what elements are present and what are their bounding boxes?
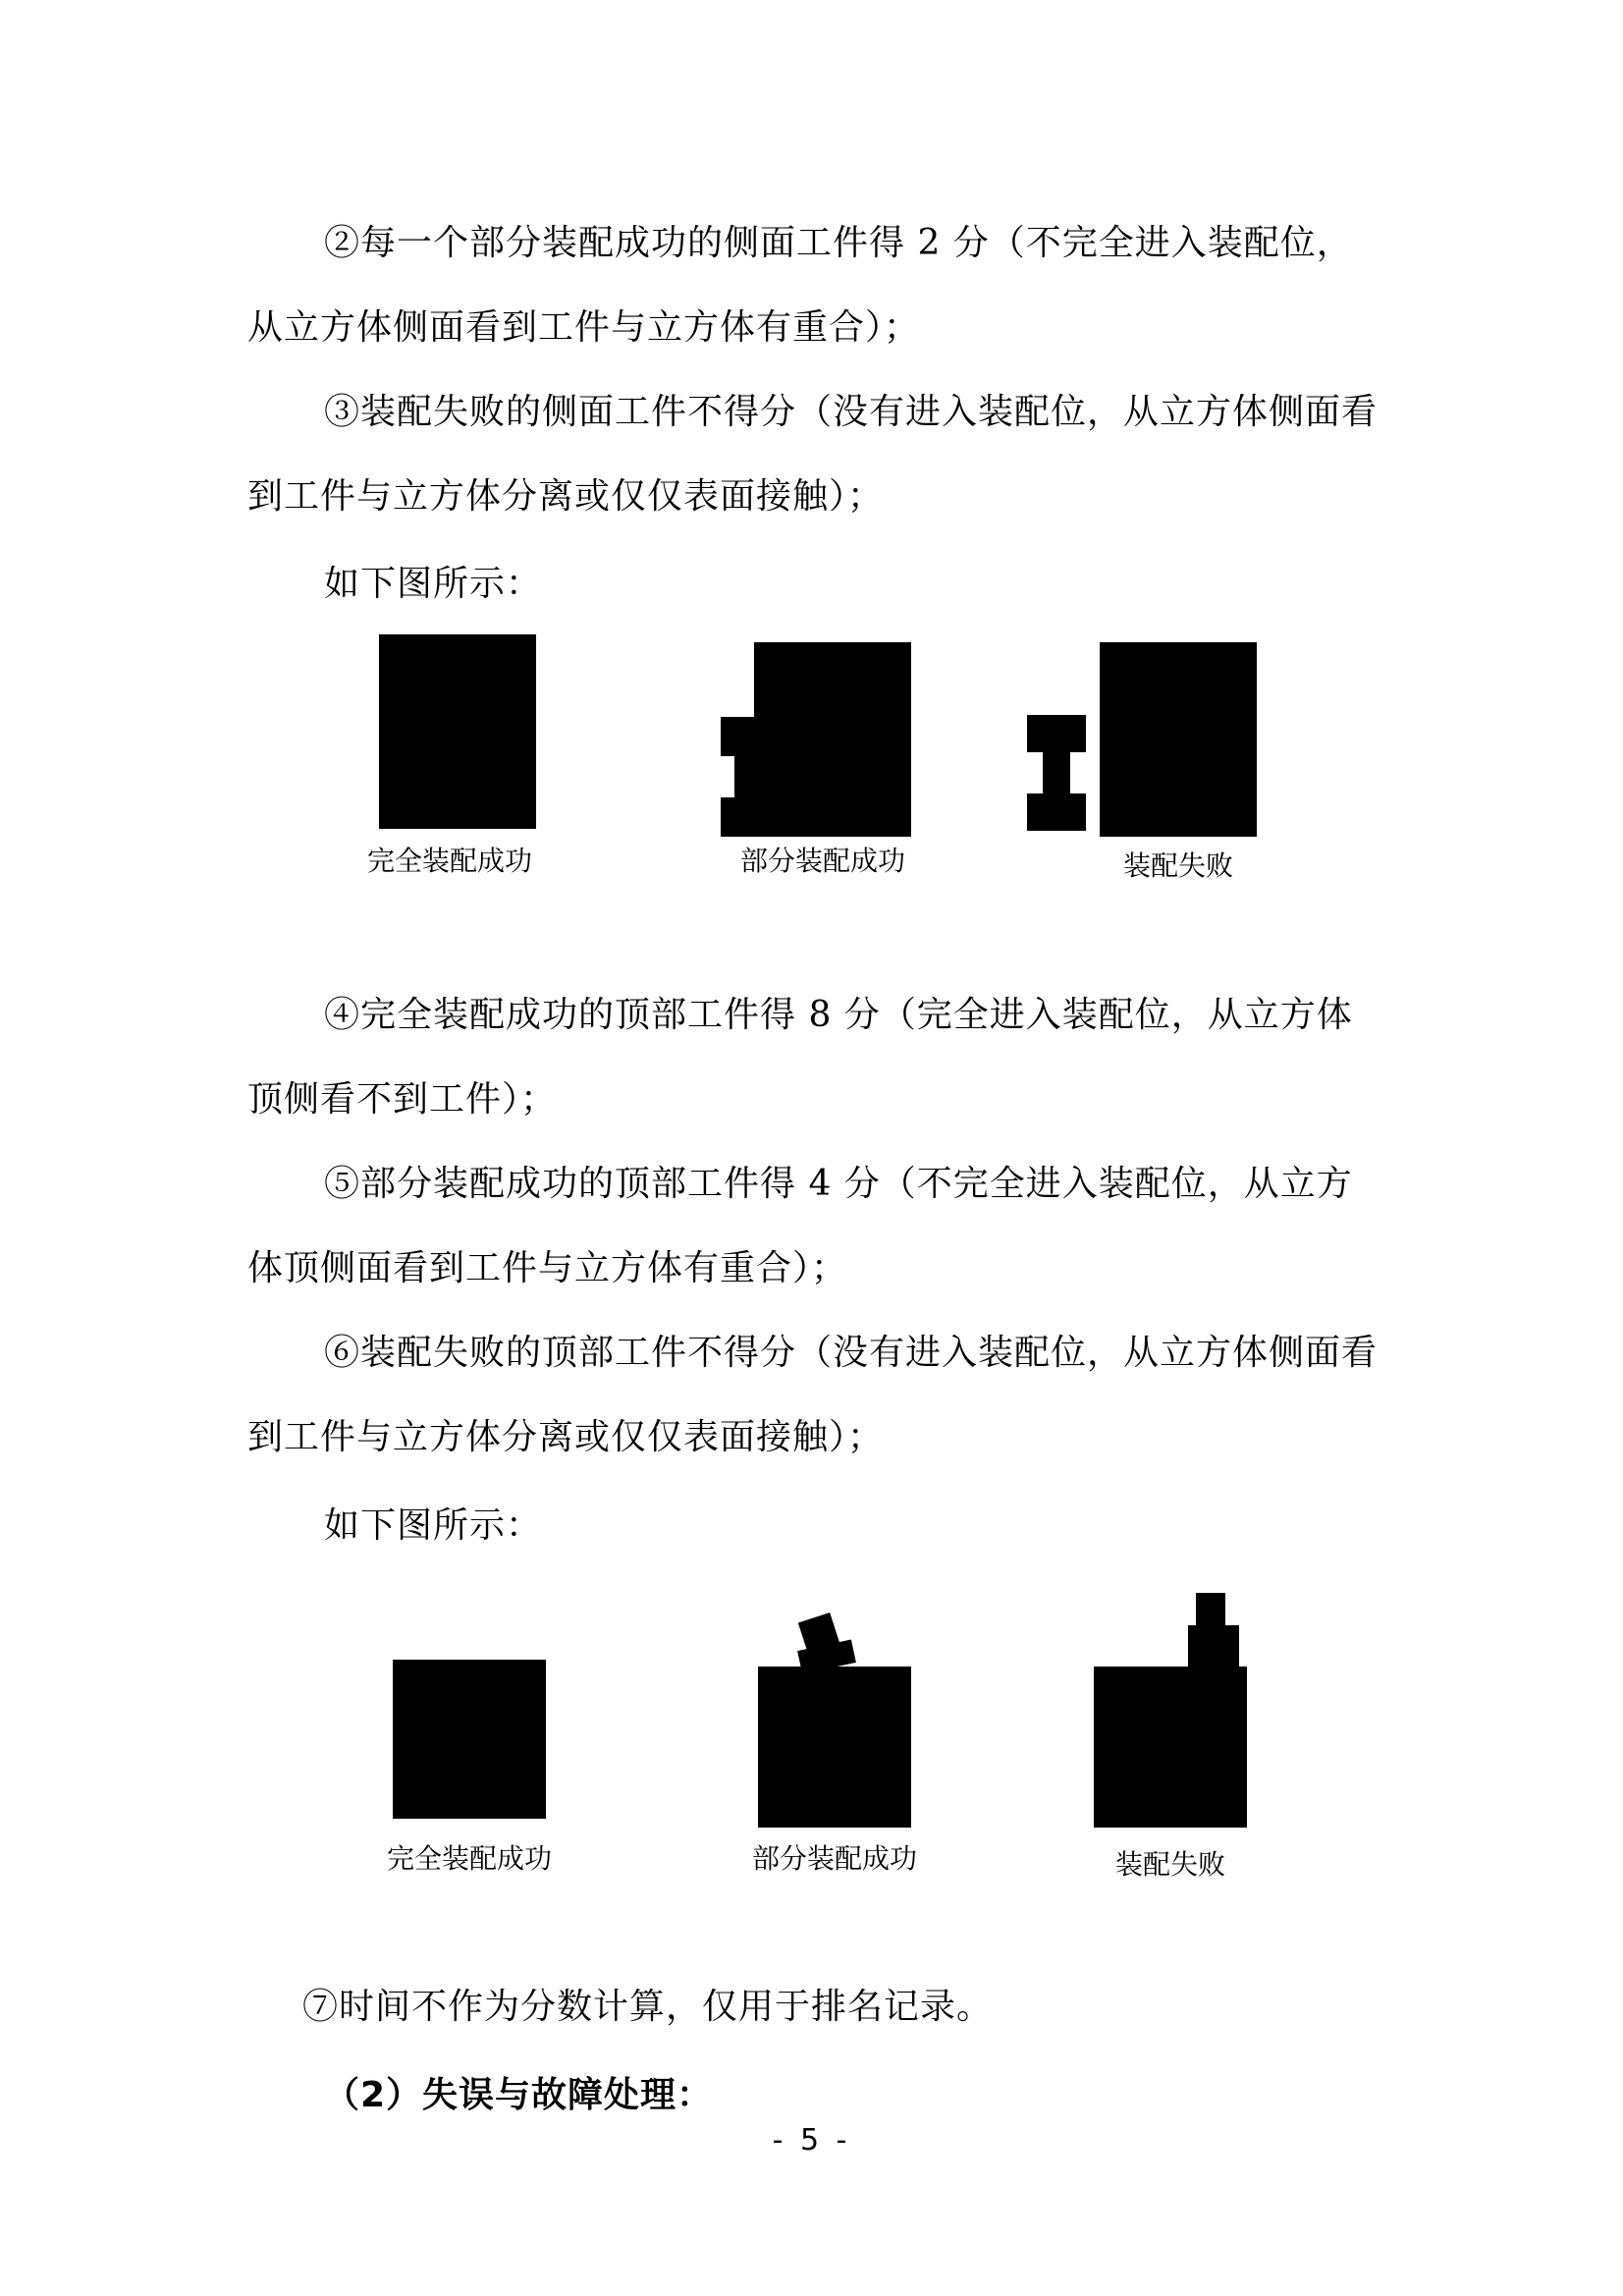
section-heading: （2）失误与故障处理： <box>324 2075 714 2115</box>
paragraph-top-fail: ⑥装配失败的顶部工件不得分（没有进入装配位，从立方体侧面看到工件与立方体分离或仅仅表面接触）； <box>247 1333 1379 1457</box>
workpiece-bottom-flange <box>1027 793 1086 831</box>
caption-partial: 部分装配成功 <box>739 845 905 877</box>
paragraph-top-full: ④完全装配成功的顶部工件得 8 分（完全进入装配位，从立方体顶侧看不到工件）； <box>247 995 1353 1120</box>
paragraph-side-partial: ②每一个部分装配成功的侧面工件得 2 分（不完全进入装配位，从立方体侧面看到工件与立方体有重合）； <box>247 223 1353 348</box>
workpiece-upper <box>1196 1593 1225 1628</box>
caption-fail: 装配失败 <box>1122 849 1233 882</box>
paragraph-time-rule: ⑦时间不作为分数计算，仅用于排名记录。 <box>302 1987 994 2027</box>
paragraph-top-partial: ⑤部分装配成功的顶部工件得 4 分（不完全进入装配位，从立方体顶侧面看到工件与立方体有重合）； <box>247 1164 1353 1288</box>
workpiece-top-flange <box>721 717 760 756</box>
cube-full-top <box>393 1660 546 1819</box>
page-number: - 5 - <box>772 2123 851 2158</box>
workpiece-stem <box>734 754 760 799</box>
caption-full: 完全装配成功 <box>386 1842 552 1875</box>
cube-body <box>1094 1667 1247 1828</box>
workpiece-top-flange <box>1027 715 1086 752</box>
workpiece-stem <box>1043 750 1070 795</box>
cube-body <box>754 642 911 837</box>
workpiece-lower <box>1188 1625 1239 1668</box>
caption-full: 完全装配成功 <box>366 845 532 877</box>
caption-partial: 部分装配成功 <box>751 1842 917 1875</box>
cube-body <box>1100 642 1257 837</box>
cube-full-side <box>379 634 536 829</box>
caption-fail: 装配失败 <box>1114 1848 1225 1881</box>
as-shown-label-2: 如下图所示： <box>324 1505 543 1546</box>
paragraph-side-fail: ③装配失败的侧面工件不得分（没有进入装配位，从立方体侧面看到工件与立方体分离或仅仅表面接触）； <box>247 392 1379 517</box>
workpiece-bottom-flange <box>721 797 760 837</box>
as-shown-label-1: 如下图所示： <box>324 564 543 604</box>
cube-body <box>758 1667 911 1828</box>
